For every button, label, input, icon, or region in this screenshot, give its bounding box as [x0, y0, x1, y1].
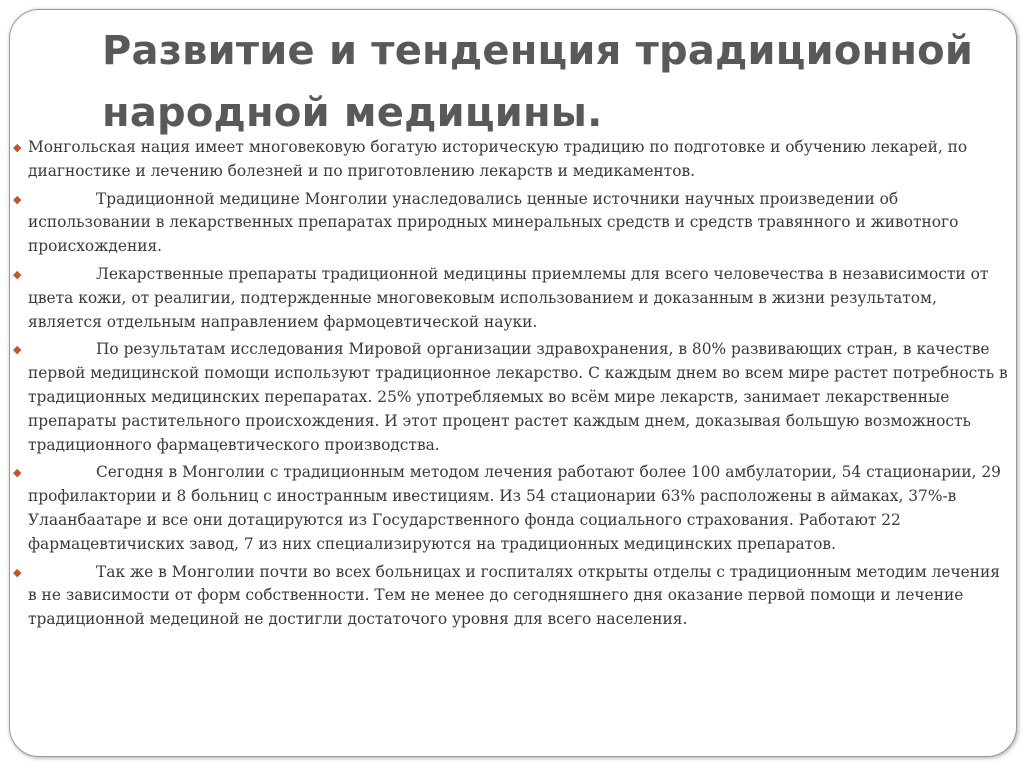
paragraph-text: Лекарственные препараты традиционной медицины приемлемы для всего человечества в независимости от цвета кожи, от реалигии, подтержденные многовековым использованием и доказанным в жизни результатом, является отдельным направлением фармоцевтической науки. [28, 264, 989, 331]
bullet-icon: ◆ [13, 466, 22, 480]
bullet-icon: ◆ [13, 565, 22, 579]
bullet-icon: ◆ [13, 343, 22, 357]
paragraph-6 [13, 561, 1012, 632]
slide-body [13, 136, 1012, 636]
paragraph-text: Сегодня в Монголии с традиционным методом лечения работают более 100 амбулатории, 54 стационарии, 29 профилактории и 8 больниц с иностранным ивестициям. Из 54 стационарии 63% расположены в аймаках, 37%-в Улаанбаатаре и все они дотацируются из Государственного фонда социального страхования. Работают 22 фармацевтичиских завод, 7 из них специализируются на традиционных медицинских препаратов. [28, 463, 1001, 553]
paragraph-2 [13, 188, 1012, 259]
paragraph-5 [13, 461, 1012, 556]
paragraph-text: Монгольская нация имеет многовековую богатую историческую традицию по подготовке и обучению лекарей, по диагностике и лечению болезней и по приготовлению лекарств и медикаментов. [28, 138, 968, 180]
slide-title: Развитие и тенденция традиционной народной медицины. [102, 28, 974, 136]
paragraph-text: Так же в Монголии почти во всех больницах и госпиталях открыты отделы с традиционным методим лечения в не зависимости от форм собственности. Тем не менее до сегодняшнего дня оказание первой помощи и лечение традиционной медециной не достигли достаточого уровня для всего населения. [28, 562, 1000, 629]
paragraph-1 [13, 136, 1012, 184]
paragraph-4 [13, 338, 1012, 457]
slide-frame [9, 9, 1017, 757]
bullet-icon: ◆ [13, 267, 22, 281]
paragraph-3 [13, 263, 1012, 334]
paragraph-text: Традиционной медицине Монголии унаследовались ценные источники научных произведении об использовании в лекарственных препаратах природных минеральных средств и средств травянного и животного происхождения. [28, 189, 959, 256]
paragraph-text: По результатам исследования Мировой организации здравохранения, в 80% развивающих стран, в качестве первой медицинской помощи используют традиционное лекарство. С каждым днем во всем мире растет потребность в традиционных медицинских перепаратах. 25% употребляемых во всём мире лекарств, занимает лекарственные препараты растительного происхождения. И этот процент растет каждым днем, доказывая большую возможность традиционного фармацевтического производства. [28, 340, 1008, 454]
bullet-icon: ◆ [13, 192, 22, 206]
bullet-icon: ◆ [13, 141, 22, 154]
